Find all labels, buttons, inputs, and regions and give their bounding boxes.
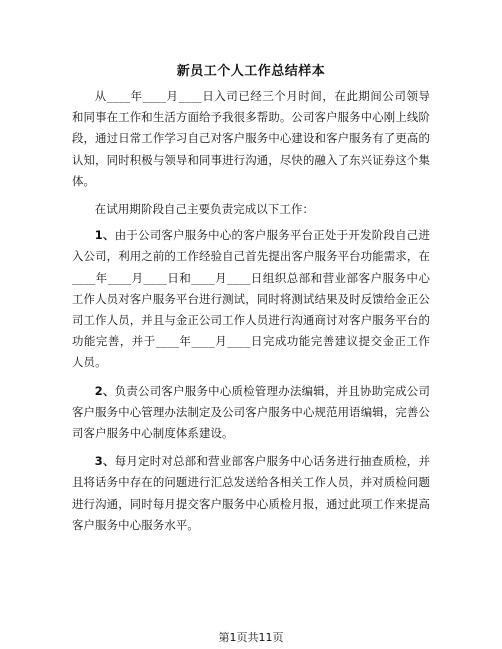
lead-paragraph: 在试用期阶段自己主要负责完成以下工作： — [94, 202, 315, 217]
item-number: 1、 — [94, 228, 115, 243]
list-item — [72, 451, 430, 536]
item-number: 3、 — [94, 454, 115, 469]
document-body — [72, 86, 430, 543]
document-title: 新员工个人工作总结样本 — [176, 64, 326, 79]
list-item — [72, 225, 430, 373]
item-text: 负责公司客户服务中心质检管理办法编辑，并且协助完成公司客户服务中心管理办法制定及公司客户服务中心规范用语编辑，完善公司客户服务中心制度体系建设。 — [72, 383, 430, 441]
page-footer: 第1页共11页 — [218, 631, 284, 644]
item-number: 2、 — [94, 383, 115, 398]
item-text: 每月定时对总部和营业部客户服务中心话务进行抽查质检，并且将话务中存在的问题进行汇总发送给各相关工作人员，并对质检问题进行沟通，同时每月提交客户服务中心质检月报，通过此项工作来提高客户服务中心服务水平。 — [72, 454, 430, 532]
list-item — [72, 381, 430, 445]
intro-paragraph: 从____年____月____日入司已经三个月时间，在此期间公司领导和同事在工作和生活方面给予我很多帮助。公司客户服务中心刚上线阶段，通过日常工作学习自己对客户服务中心建设和客户服务有了更高的认知，同时积极与领导和同事进行沟通，尽快的融入了东兴证券这个集体。 — [72, 89, 430, 188]
item-text: 由于公司客户服务中心的客户服务平台正处于开发阶段自己进入公司，利用之前的工作经验自己首先提出客户服务平台功能需求，在____年____月____日和____月____日组织总部和营业部客户服务中心工作人员对客户服务平台进行测试，同时将测试结果及时反馈给金正公司工作人员，并且与金正公司工作人员进行沟通商讨对客户服务平台的功能完善，并于____年____月____日完成功能完善建议提交金正工作人员。 — [72, 228, 430, 370]
